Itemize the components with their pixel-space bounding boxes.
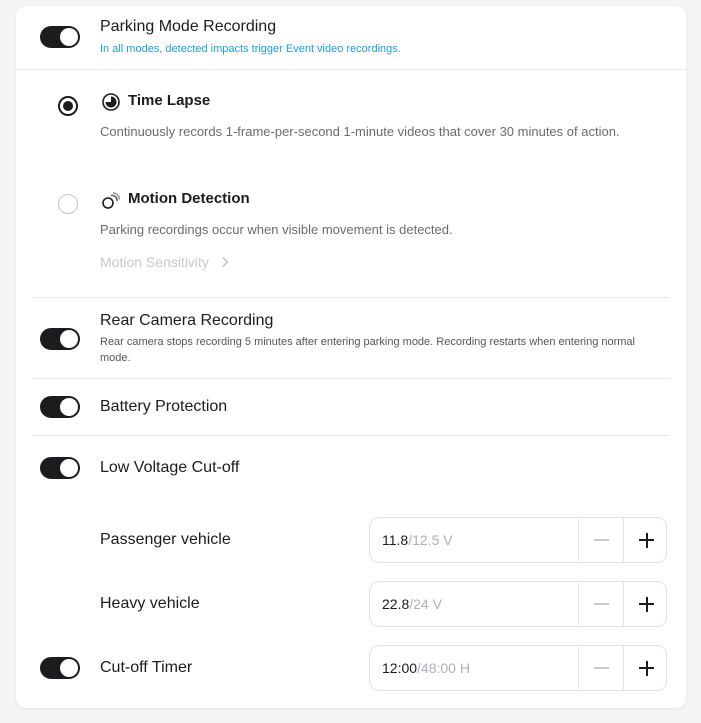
time-lapse-title: Time Lapse [128,92,211,109]
motion-detection-description: Parking recordings occur when visible movement is detected. [100,222,453,237]
rear-camera-title: Rear Camera Recording [100,312,274,329]
minus-icon [594,667,609,669]
heavy-voltage-value [382,596,442,612]
passenger-voltage-current: 11.8 [382,532,409,548]
cutoff-timer-stepper [369,645,667,691]
plus-icon-vertical [646,661,648,676]
toggle-knob [60,659,78,677]
heavy-voltage-current: 22.8 [382,596,410,612]
chevron-right-icon [221,255,229,271]
motion-sensitivity-label: Motion Sensitivity [100,254,209,270]
heavy-vehicle-label: Heavy vehicle [100,595,200,612]
battery-protection-title: Battery Protection [100,398,228,415]
heavy-voltage-max: /24 V [409,596,442,612]
cutoff-decrement-button[interactable] [578,646,623,690]
parking-mode-title: Parking Mode Recording [100,18,277,35]
cutoff-timer-title: Cut-off Timer [100,659,193,676]
rear-camera-toggle[interactable] [40,328,80,350]
parking-mode-note: In all modes, detected impacts trigger Event video recordings. [100,43,401,55]
motion-detection-icon [101,189,123,211]
heavy-voltage-stepper [369,581,667,627]
toggle-knob [60,398,78,416]
toggle-knob [60,330,78,348]
low-voltage-title: Low Voltage Cut-off [100,459,240,476]
cutoff-timer-toggle[interactable] [40,657,80,679]
battery-protection-toggle[interactable] [40,396,80,418]
parking-mode-toggle[interactable] [40,26,80,48]
passenger-voltage-stepper [369,517,667,563]
motion-sensitivity-link [100,254,229,271]
minus-icon [594,539,609,541]
time-lapse-radio[interactable] [58,96,78,116]
rear-camera-description: Rear camera stops recording 5 minutes after entering parking mode. Recording restarts when entering normal mode. [100,336,635,364]
divider [32,435,670,436]
heavy-decrement-button[interactable] [578,582,623,626]
divider [32,378,670,379]
plus-icon-vertical [646,597,648,612]
toggle-knob [60,28,78,46]
time-lapse-description: Continuously records 1-frame-per-second 1-minute videos that cover 30 minutes of action. [100,124,620,139]
divider [32,297,670,298]
motion-detection-radio[interactable] [58,194,78,214]
cutoff-timer-current: 12:00 [382,660,418,676]
cutoff-timer-max: /48:00 H [417,660,470,676]
toggle-knob [60,459,78,477]
passenger-vehicle-label: Passenger vehicle [100,531,231,548]
cutoff-increment-button[interactable] [623,646,667,690]
passenger-voltage-max: /12.5 V [408,532,453,548]
time-lapse-icon [101,92,121,112]
passenger-voltage-value [382,532,453,548]
heavy-increment-button[interactable] [623,582,667,626]
divider [16,69,686,70]
cutoff-timer-value [382,660,470,676]
settings-card [16,6,686,708]
motion-detection-title: Motion Detection [128,190,250,207]
plus-icon-vertical [646,533,648,548]
passenger-increment-button[interactable] [623,518,667,562]
minus-icon [594,603,609,605]
passenger-decrement-button[interactable] [578,518,623,562]
low-voltage-toggle[interactable] [40,457,80,479]
